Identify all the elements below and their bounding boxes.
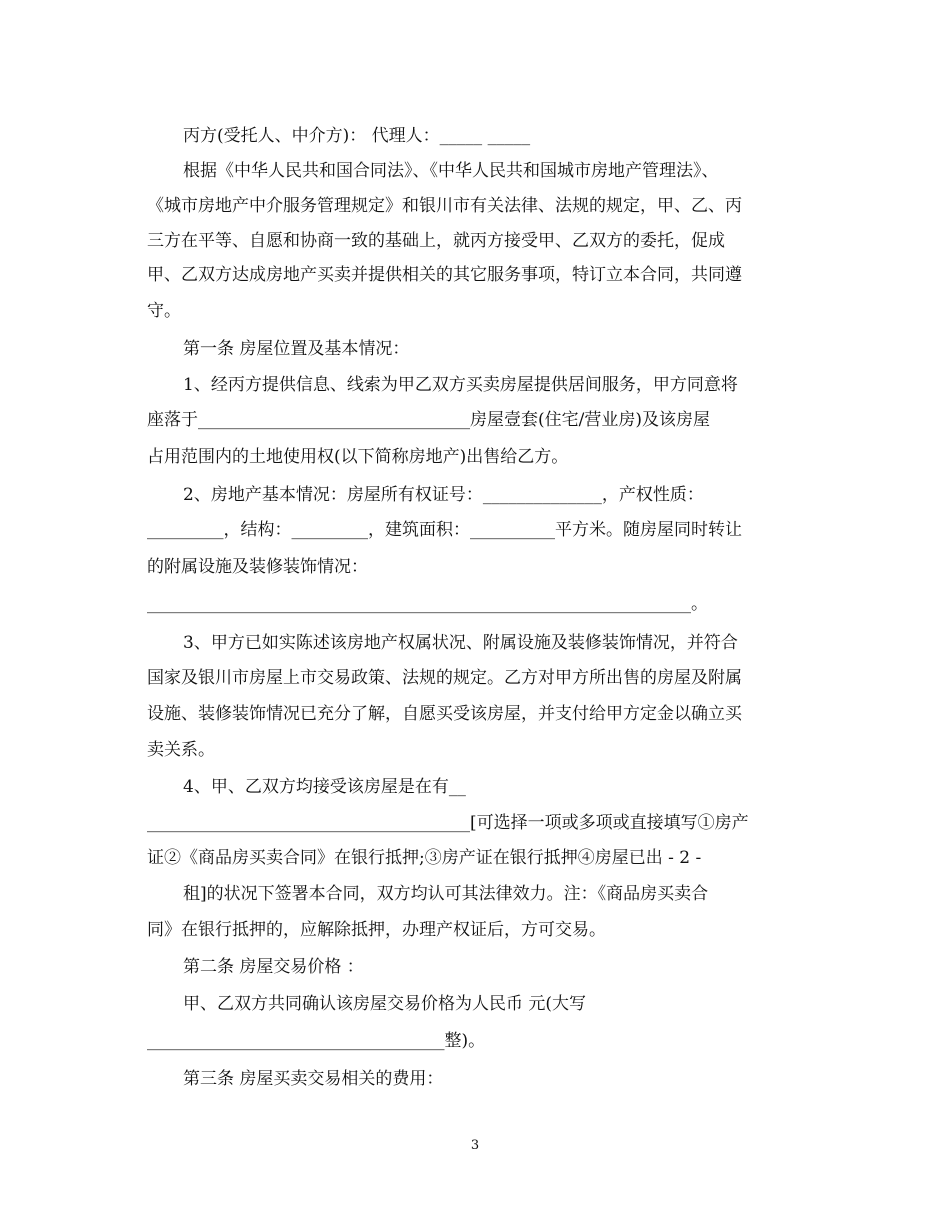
blank-fill-line: ________________________________________________________________。 xyxy=(147,594,708,614)
paragraph-line: 设施、装修装饰情况已充分了解，自愿买受该房屋，并支付给甲方定金以确立买 xyxy=(147,704,742,724)
paragraph-line: 甲、乙双方共同确认该房屋交易价格为人民币 元(大写 xyxy=(183,994,587,1014)
paragraph-line: 占用范围内的土地使用权(以下简称房地产)出售给乙方。 xyxy=(147,447,569,467)
paragraph-line: 《城市房地产中介服务管理规定》和银川市有关法律、法规的规定，甲、乙、丙 xyxy=(147,196,742,216)
paragraph-line: _________，结构：_________，建筑面积：__________平方米。随房屋同时转让 xyxy=(147,520,742,540)
paragraph-line: 4、甲、乙双方均接受该房屋是在有__ xyxy=(183,777,466,797)
paragraph-line: 座落于________________________________房屋壹套(住宅/营业房)及该房屋 xyxy=(147,410,710,430)
paragraph-line: 2、房地产基本情况：房屋所有权证号：______________，产权性质： xyxy=(183,485,704,505)
paragraph-line: 三方在平等、自愿和协商一致的基础上，就丙方接受甲、乙双方的委托，促成 xyxy=(147,231,725,251)
article-heading-3: 第三条 房屋买卖交易相关的费用： xyxy=(183,1069,444,1089)
paragraph-line: 证②《商品房买卖合同》在银行抵押;③房产证在银行抵押④房屋已出 - 2 - xyxy=(147,848,702,868)
paragraph-line: 1、经丙方提供信息、线索为甲乙双方买卖房屋提供居间服务，甲方同意将 xyxy=(183,375,738,395)
party-c-line: 丙方(受托人、中介方)： 代理人：_____ _____ xyxy=(183,126,531,146)
paragraph-line: 同》在银行抵押的，应解除抵押，办理产权证后，方可交易。 xyxy=(147,920,606,940)
article-heading-1: 第一条 房屋位置及基本情况： xyxy=(183,339,410,359)
paragraph-line: 国家及银川市房屋上市交易政策、法规的规定。乙方对甲方所出售的房屋及附属 xyxy=(147,668,742,688)
paragraph-line: 的附属设施及装修装饰情况： xyxy=(147,557,368,577)
paragraph-line: 3、甲方已如实陈述该房地产权属状况、附属设施及装修装饰情况，并符合 xyxy=(183,633,738,653)
paragraph-line: 卖关系。 xyxy=(147,740,215,760)
paragraph-line: ___________________________________整)。 xyxy=(147,1031,486,1051)
paragraph-line: 守。 xyxy=(147,301,181,321)
paragraph-line: ______________________________________[可选择一项或多项或直接填写①房产 xyxy=(147,813,749,833)
paragraph-line: 甲、乙双方达成房地产买卖并提供相关的其它服务事项，特订立本合同，共同遵 xyxy=(147,265,742,285)
paragraph-line: 租]的状况下签署本合同，双方均认可其法律效力。注：《商品房买卖合 xyxy=(183,884,709,904)
page-number: 3 xyxy=(470,1138,480,1153)
article-heading-2: 第二条 房屋交易价格 ： xyxy=(183,957,364,977)
paragraph-line: 根据《中华人民共和国合同法》、《中华人民共和国城市房地产管理法》、 xyxy=(183,161,719,181)
